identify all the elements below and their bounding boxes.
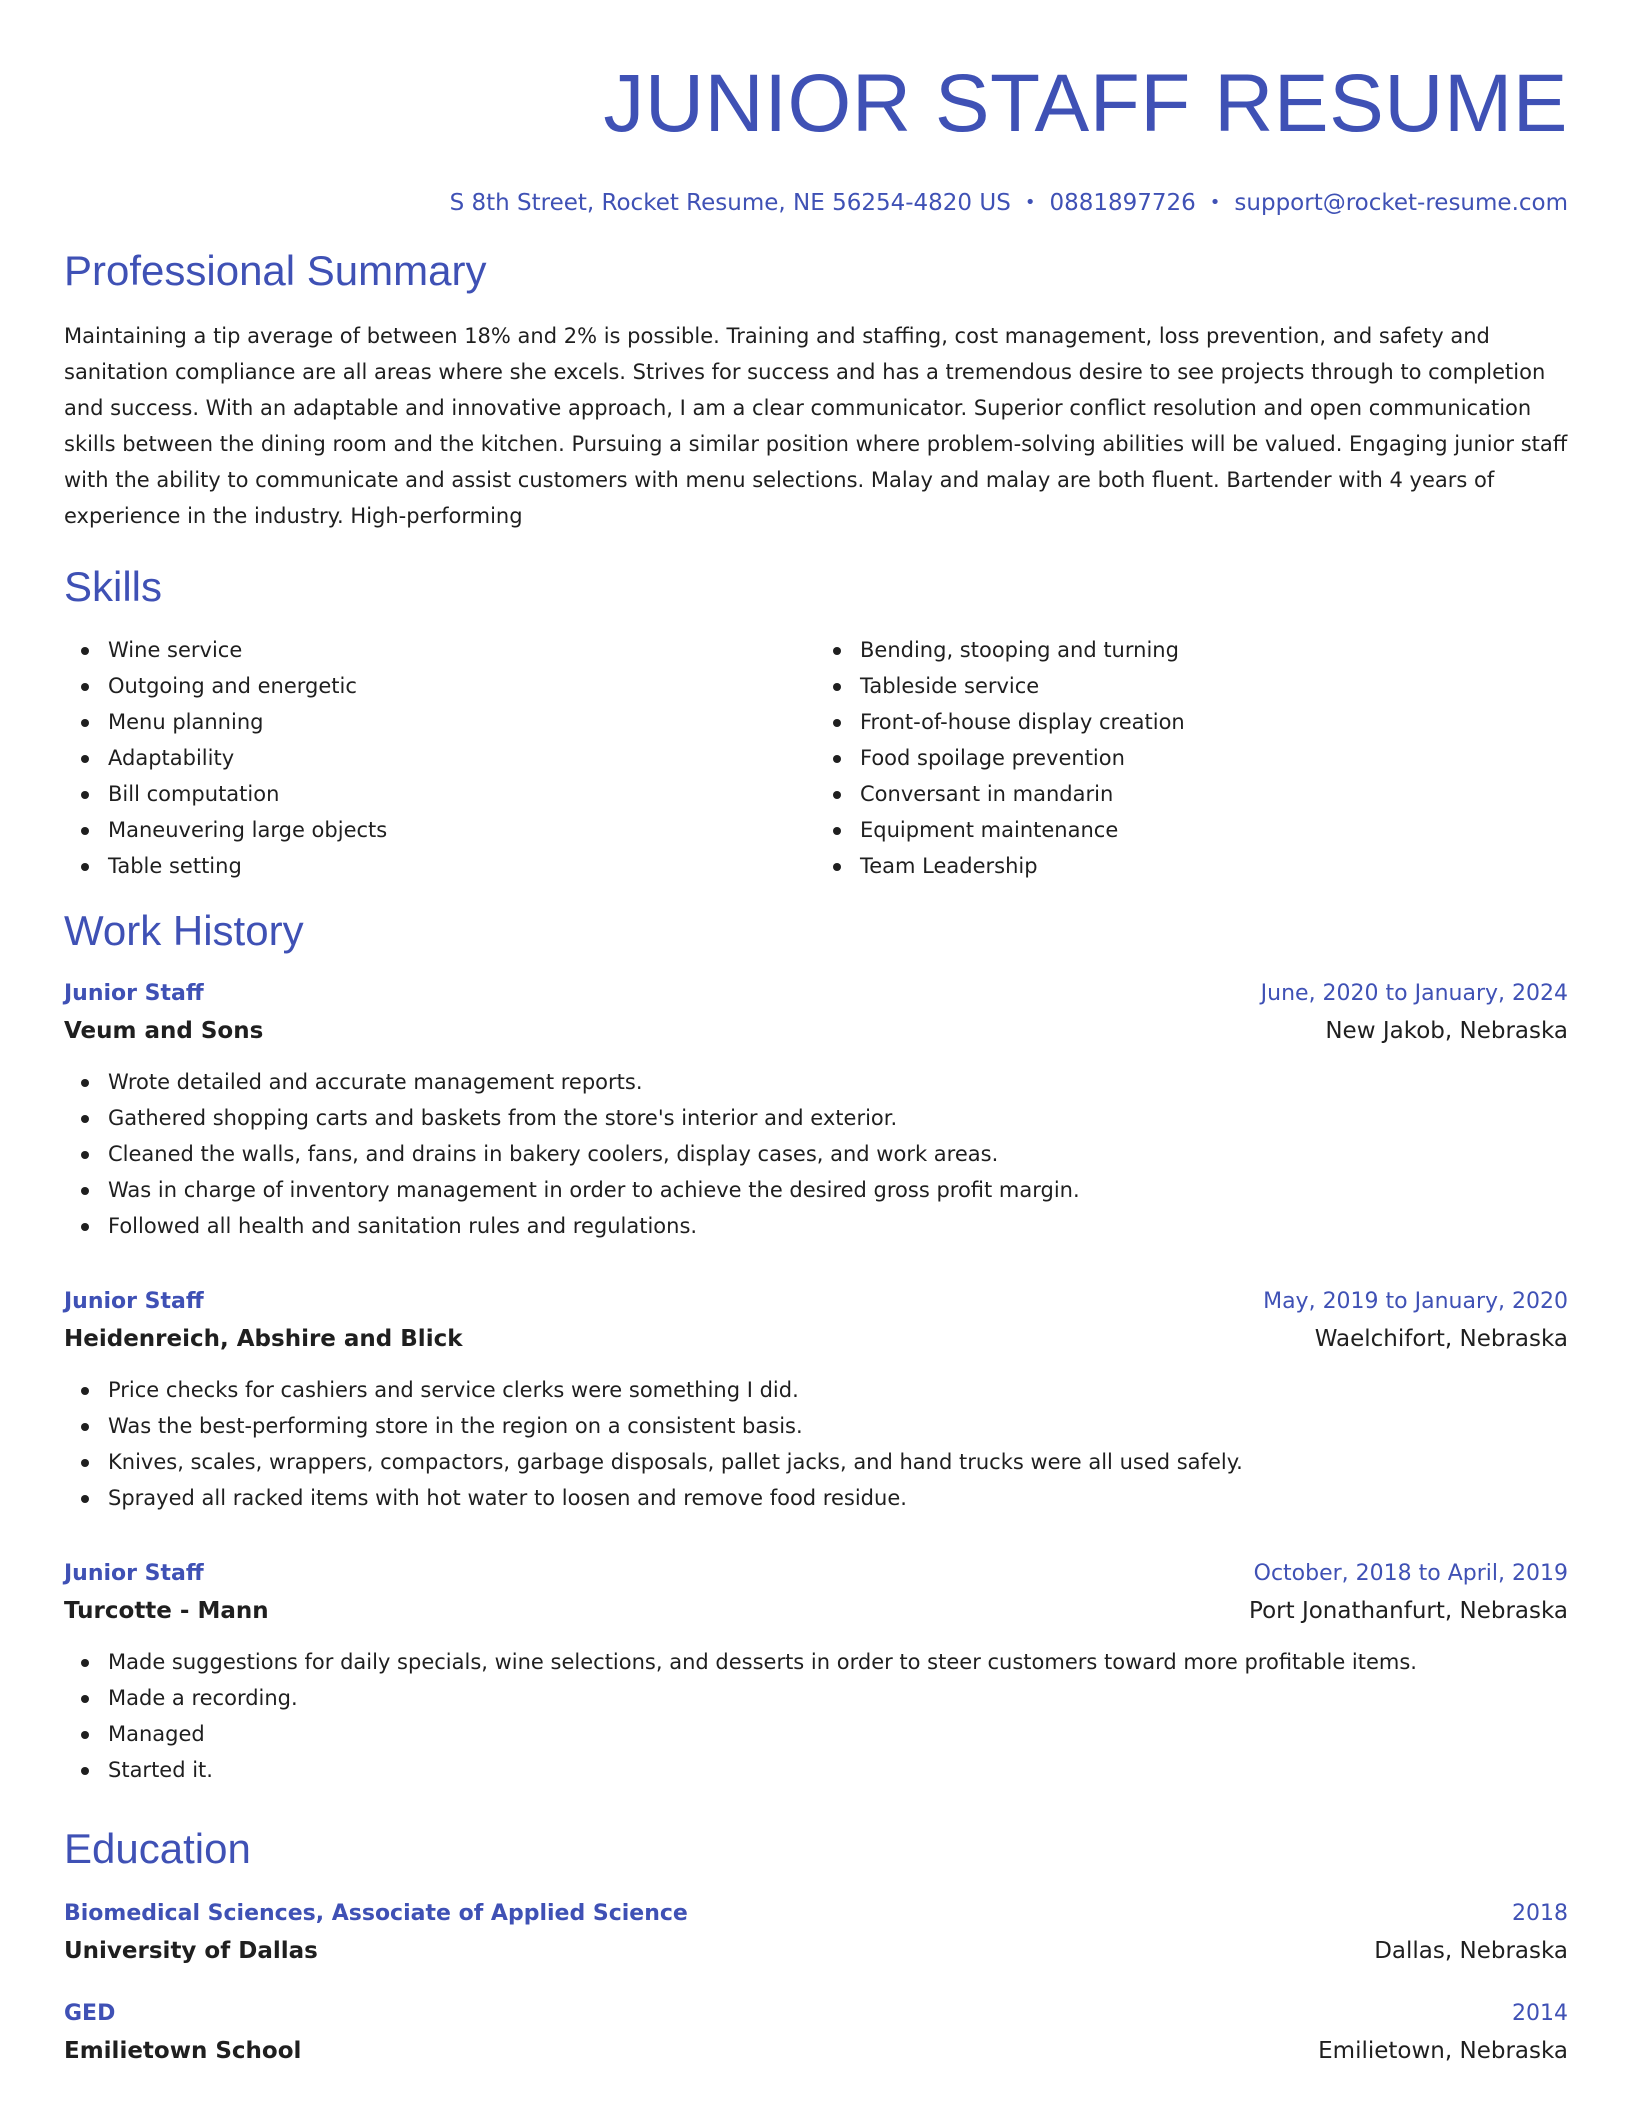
skill-item: Food spoilage prevention [860,740,1568,776]
skill-item: Tableside service [860,668,1568,704]
skill-item: Front-of-house display creation [860,704,1568,740]
job-duty: Managed [108,1716,1568,1752]
education-school: Emilietown School [64,2038,302,2064]
skills-grid [64,632,1568,884]
education-entry [64,1896,1568,1970]
job-duty: Sprayed all racked items with hot water to loosen and remove food residue. [108,1480,1568,1516]
job-duty: Was the best-performing store in the region on a consistent basis. [108,1408,1568,1444]
job-duty: Followed all health and sanitation rules and regulations. [108,1208,1568,1244]
education-degree: GED [64,2001,116,2026]
education-location: Emilietown, Nebraska [1318,2038,1568,2064]
contact-line [64,188,1568,218]
job-title-row [64,1284,1568,1320]
education-section [64,1824,1568,2070]
skills-list-left [64,632,816,884]
job-duty: Made suggestions for daily specials, wine selections, and desserts in order to steer customers toward more profitable items. [108,1644,1568,1680]
resume-title: JUNIOR STAFF RESUME [603,58,1568,149]
skill-item: Wine service [108,632,816,668]
job-duty: Price checks for cashiers and service clerks were something I did. [108,1372,1568,1408]
job-employer-row [64,1592,1568,1630]
skill-item: Outgoing and energetic [108,668,816,704]
skill-item: Bill computation [108,776,816,812]
job-location: Port Jonathanfurt, Nebraska [1249,1598,1568,1624]
job-entry [64,976,1568,1244]
skill-item: Team Leadership [860,848,1568,884]
education-year: 2018 [1512,1901,1568,1926]
section-heading-work-history: Work History [64,907,304,954]
job-duties-list [64,1064,1568,1244]
job-dates: June, 2020 to January, 2024 [1260,981,1568,1006]
job-dates: May, 2019 to January, 2020 [1263,1289,1568,1314]
education-degree: Biomedical Sciences, Associate of Applied Science [64,1901,688,1926]
job-duty: Cleaned the walls, fans, and drains in bakery coolers, display cases, and work areas. [108,1136,1568,1172]
resume-header [64,56,1568,218]
job-entry [64,1284,1568,1516]
job-duty: Gathered shopping carts and baskets from the store's interior and exterior. [108,1100,1568,1136]
contact-email[interactable]: support@rocket-resume.com [1234,190,1568,216]
skill-item: Table setting [108,848,816,884]
job-employer: Veum and Sons [64,1018,264,1044]
job-role: Junior Staff [64,981,204,1006]
job-employer: Turcotte - Mann [64,1598,269,1624]
education-school-row [64,1932,1568,1970]
skill-item: Menu planning [108,704,816,740]
separator-dot: • [1024,192,1036,213]
section-heading-summary: Professional Summary [64,247,487,294]
job-duty: Knives, scales, wrappers, compactors, garbage disposals, pallet jacks, and hand trucks were all used safely. [108,1444,1568,1480]
work-history-section [64,906,1568,1788]
education-school: University of Dallas [64,1938,318,1964]
job-employer: Heidenreich, Abshire and Blick [64,1326,463,1352]
contact-phone: 0881897726 [1049,190,1196,216]
education-school-row [64,2032,1568,2070]
skills-section [64,562,1568,884]
separator-dot: • [1209,192,1221,213]
education-location: Dallas, Nebraska [1374,1938,1568,1964]
job-dates: October, 2018 to April, 2019 [1253,1561,1568,1586]
skill-item: Adaptability [108,740,816,776]
job-duty: Wrote detailed and accurate management reports. [108,1064,1568,1100]
job-employer-row [64,1012,1568,1050]
job-entry [64,1556,1568,1788]
section-heading-skills: Skills [64,563,163,610]
education-year: 2014 [1512,2001,1568,2026]
job-role: Junior Staff [64,1289,204,1314]
job-duty: Was in charge of inventory management in order to achieve the desired gross profit margin. [108,1172,1568,1208]
job-location: New Jakob, Nebraska [1325,1018,1568,1044]
job-role: Junior Staff [64,1561,204,1586]
job-location: Waelchifort, Nebraska [1314,1326,1568,1352]
job-employer-row [64,1320,1568,1358]
summary-text: Maintaining a tip average of between 18% and 2% is possible. Training and staffing, cost management, loss prevention, and safety and sanitation compliance are all areas where she excels. Strives for success and has a tremendous desire to see projects through to completion and success. With an adaptable and innovative approach, I am a clear communicator. Superior conflict resolution and open communication skills between the dining room and the kitchen. Pursuing a similar position where problem-solving abilities will be valued. Engaging junior staff with the ability to communicate and assist customers with menu selections. Malay and malay are both fluent. Bartender with 4 years of experience in the industry. High-performing [64,324,1568,528]
skill-item: Maneuvering large objects [108,812,816,848]
skill-item: Conversant in mandarin [860,776,1568,812]
skill-item: Equipment maintenance [860,812,1568,848]
job-duties-list [64,1644,1568,1788]
job-duties-list [64,1372,1568,1516]
job-title-row [64,1556,1568,1592]
job-title-row [64,976,1568,1012]
education-degree-row [64,1996,1568,2032]
education-entry [64,1996,1568,2070]
contact-address: S 8th Street, Rocket Resume, NE 56254-4820 US [449,190,1011,216]
summary-section [64,246,1568,534]
skill-item: Bending, stooping and turning [860,632,1568,668]
skills-list-right [816,632,1568,884]
section-heading-education: Education [64,1825,251,1872]
education-degree-row [64,1896,1568,1932]
job-duty: Started it. [108,1752,1568,1788]
job-duty: Made a recording. [108,1680,1568,1716]
